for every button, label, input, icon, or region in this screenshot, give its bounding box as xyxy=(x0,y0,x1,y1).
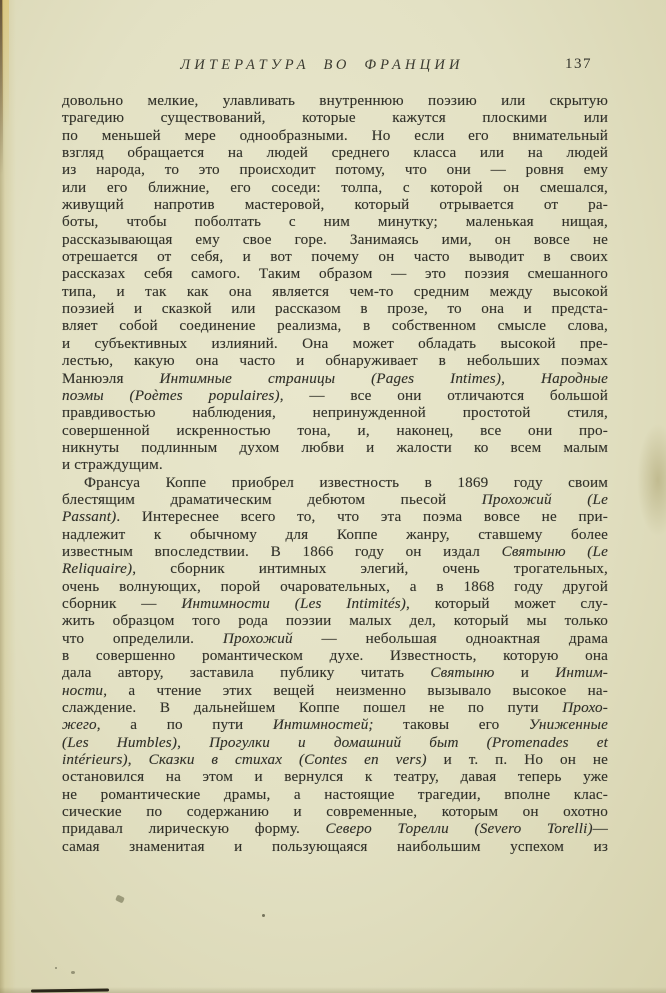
text-line: надлежит к обычному для Коппе жанру, ставшему более xyxy=(62,525,608,543)
text-line: живущий напротив мастеровой, который отрывается от ра- xyxy=(62,196,608,214)
page-header xyxy=(62,54,608,92)
text-line: лестью, какую она часто и обнаруживает в небольших поэмах xyxy=(62,352,608,370)
text-line: жего, а по пути Интимностей; таковы его Униженные xyxy=(62,716,609,734)
text-line: дала автору, заставила публику читать Святыню и Интим- xyxy=(62,664,609,682)
text-line: жить образцом того рода поэзии малых дел, который мы только xyxy=(62,612,608,630)
text-line: (Les Humbles), Прогулки и домашний быт (Promenades et xyxy=(62,733,608,751)
text-line: Reliquaire), сборник интимных элегий, очень трогательных, xyxy=(62,560,608,578)
text-line: трагедию существований, которые кажутся плоскими или xyxy=(62,109,608,127)
page-number: 137 xyxy=(565,56,592,72)
text-line: intérieurs), Сказки в стихах (Contes en vers) и т. п. Но он не xyxy=(62,751,608,769)
text-line: слаждение. В дальнейшем Коппе пошел не по пути Прохо- xyxy=(62,699,608,717)
running-title: ЛИТЕРАТУРА ВО ФРАНЦИИ xyxy=(180,57,464,73)
text-line: рассказывающая ему свое горе. Занимаясь ими, он вовсе не xyxy=(62,230,608,248)
text-line: Passant). Интереснее всего то, что эта поэма вовсе не при- xyxy=(62,508,608,526)
text-line: Франсуа Коппе приобрел известность в 1869 году своим xyxy=(84,473,608,491)
text-line: взгляд обращается на людей среднего класса или на людей xyxy=(62,144,608,162)
text-line: вляет собой соединение реализма, в собственном смысле слова, xyxy=(62,317,608,335)
scan-right-smudge xyxy=(630,405,666,555)
text-line: из народа, то это происходит потому, что они — ровня ему xyxy=(62,161,608,179)
text-line: и страждущим. xyxy=(62,456,163,474)
text-line: в совершенно романтическом духе. Известность, которую она xyxy=(62,647,608,664)
text-line: сборник — Интимности (Les Intimités), который может слу- xyxy=(62,594,608,612)
text-line: очень волнующих, порой очаровательных, а в 1868 году другой xyxy=(62,577,608,595)
paper-speck xyxy=(115,895,125,904)
paper-speck xyxy=(71,971,75,974)
text-line: известным впоследствии. В 1866 году он издал Святыню (Le xyxy=(62,542,608,560)
text-line: Манюэля Интимные страницы (Pages Intimes), Народные xyxy=(62,369,608,387)
text-line: довольно мелкие, улавливать внутреннюю поэзию или скрытую xyxy=(62,92,608,109)
scan-corner-yellow-strip xyxy=(2,0,9,130)
text-line: рассказах себя самого. Таким образом — это поэзия смешанного xyxy=(62,265,608,283)
page-content xyxy=(62,54,608,855)
text-line: поэзией и сказкой или рассказом в прозе, то она и предста- xyxy=(62,300,608,318)
text-line: не романтические драмы, а настоящие трагедии, вполне клас- xyxy=(62,785,608,803)
text-line: придавал лирическую форму. Северо Торелли (Severo Torelli)— xyxy=(62,820,608,838)
text-line: отрешается от себя, и вот почему он часто выводит в своих xyxy=(62,248,608,266)
text-line: и субъективных излияний. Она может обладать высокой пре- xyxy=(62,334,608,352)
text-line: правдивостью наблюдения, непринужденной простотой стиля, xyxy=(62,404,608,422)
text-line: остановился на этом и вернулся к театру, давая теперь уже xyxy=(62,768,608,786)
text-line: никнуты подлинным духом любви и жалости ко всем малым xyxy=(62,438,608,456)
text-line: по меньшей мере однообразными. Но если его внимательный xyxy=(62,126,608,144)
text-line: типа, и так как она является чем-то средним между высокой xyxy=(62,282,608,300)
text-line: сические по содержанию и современные, которым он охотно xyxy=(62,803,608,821)
body-text xyxy=(62,92,608,855)
text-line: совершенной искренностью тона, и, наконец, все они про- xyxy=(62,421,608,439)
text-line: поэмы (Poèmes populaires), — все они отличаются большой xyxy=(62,386,608,404)
text-line: блестящим драматическим дебютом пьесой Прохожий (Le xyxy=(62,490,609,508)
text-line: или его ближние, его соседи: толпа, с которой он смешался, xyxy=(62,178,608,196)
paper-speck xyxy=(55,967,57,969)
text-line: боты, чтобы поболтать с ним минутку; маленькая нищая, xyxy=(62,213,608,231)
paper-speck xyxy=(262,914,265,917)
text-line: самая знаменитая и пользующаяся наибольшим успехом из xyxy=(62,837,608,855)
text-line: ности, а чтение этих вещей неизменно вызывало высокое на- xyxy=(62,681,608,699)
text-line: что определили. Прохожий — небольшая одноактная драма xyxy=(62,629,608,647)
